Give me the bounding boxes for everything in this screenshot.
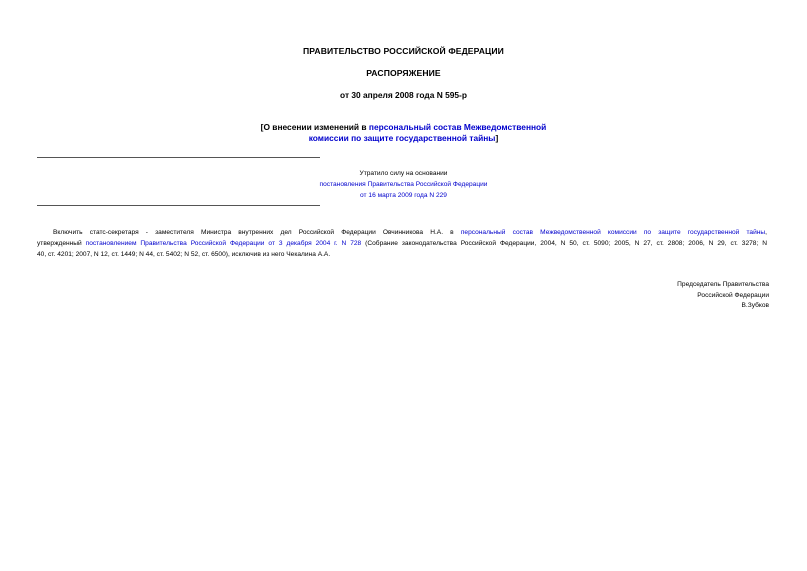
signatory-position-2: Российской Федерации (697, 292, 769, 299)
lost-force-note: Утратило силу на основании (359, 170, 448, 177)
commission-composition-link[interactable]: персональный состав Межведомственной комиссии по защите государственной тайны (460, 229, 766, 236)
government-heading: ПРАВИТЕЛЬСТВО РОССИЙСКОЙ ФЕДЕРАЦИИ (303, 46, 504, 56)
body-text-2: (Собрание законодательства Российской Федерации, 2004, N 50, ст. 5090; 2005, N 27, ст. 2808; 2006, N 29, ст. 3278; N (361, 240, 767, 247)
subject-link-part-1[interactable]: персональный состав Межведомственной (368, 122, 547, 132)
body-paragraph-line-3: 40, ст. 4201; 2007, N 12, ст. 1449; N 44, ст. 5402; N 52, ст. 6500), исключив из него Чекалина А.А. (37, 251, 331, 258)
lost-force-link-line-2 (250, 190, 557, 201)
body-comma: , (765, 229, 767, 236)
lost-force-decree-link[interactable]: постановления Правительства Российской Федерации (319, 181, 488, 188)
signatory-name: В.Зубков (741, 302, 769, 309)
decree-728-link[interactable]: постановлением Правительства Российской Федерации от 3 декабря 2004 г. N 728 (85, 240, 362, 247)
subject-prefix: [О внесении изменений в (260, 122, 369, 132)
document-type-heading: РАСПОРЯЖЕНИЕ (366, 68, 441, 78)
body-text-2-start: утвержденный (37, 240, 86, 247)
signatory-position-1: Председатель Правительства (677, 281, 769, 288)
divider-top (37, 157, 320, 158)
subject-suffix: ] (495, 133, 499, 143)
document-date-number: от 30 апреля 2008 года N 595-р (340, 90, 467, 100)
subject-link-part-2[interactable]: комиссии по защите государственной тайны (308, 133, 496, 143)
body-text-1: Включить статс-секретаря - заместителя Министра внутренних дел Российской Федерации Овчинникова Н.А. в (53, 229, 461, 236)
body-paragraph-line-1 (37, 227, 767, 238)
divider-bottom (37, 205, 320, 206)
lost-force-link-line-1 (250, 179, 557, 190)
body-paragraph-line-2 (37, 238, 767, 249)
subject-line-2 (150, 132, 657, 144)
lost-force-decree-date-link[interactable]: от 16 марта 2009 года N 229 (360, 192, 447, 199)
